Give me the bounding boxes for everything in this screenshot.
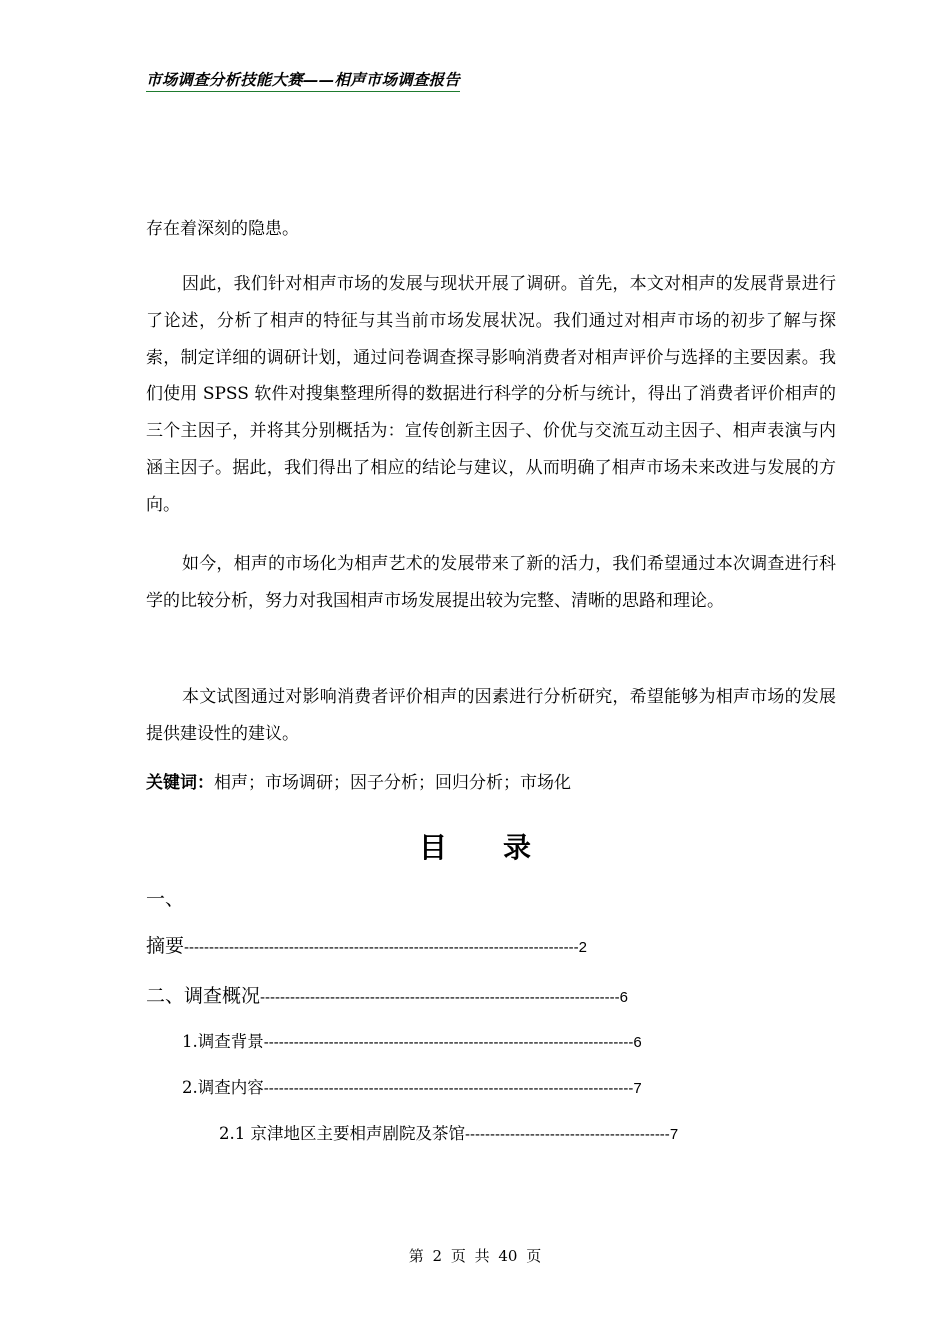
toc-leader: ------------------------------------------------------------------------ xyxy=(260,989,620,1006)
body-paragraph-2 xyxy=(146,266,836,524)
paragraph-1: 存在着深刻的隐患。 xyxy=(146,219,299,239)
toc-entry-survey-background[interactable] xyxy=(182,1028,777,1052)
toc-page-number: 6 xyxy=(619,989,629,1006)
toc-page-number: 7 xyxy=(633,1080,642,1097)
toc-entry-survey-overview[interactable] xyxy=(146,981,776,1008)
toc-prefix-1: 一、 xyxy=(146,888,185,910)
keywords-line xyxy=(146,768,571,798)
toc-leader: -------------------------------------------------------------------------- xyxy=(263,1034,634,1051)
running-header: 市场调查分析技能大赛——相声市场调查报告 xyxy=(146,68,460,92)
toc-entry-theaters[interactable] xyxy=(219,1120,779,1144)
toc-leader: ----------------------------------------- xyxy=(465,1126,670,1143)
toc-page-number: 7 xyxy=(669,1126,679,1143)
keywords-text: 相声；市场调研；因子分析；回归分析；市场化 xyxy=(214,773,571,793)
body-paragraph-continued xyxy=(146,211,836,248)
toc-entry-label: 2.1 京津地区主要相声剧院及茶馆 xyxy=(219,1124,465,1143)
body-paragraph-4 xyxy=(146,679,836,753)
toc-title: 目录 xyxy=(418,831,587,864)
page-footer: 第 2 页 共 40 页 xyxy=(408,1247,542,1265)
paragraph-3: 如今，相声的市场化为相声艺术的发展带来了新的活力，我们希望通过本次调查进行科学的比较分析，努力对我国相声市场发展提出较为完整、清晰的思路和理论。 xyxy=(146,554,836,611)
toc-leader: -------------------------------------------------------------------------- xyxy=(263,1080,634,1097)
toc-entry-abstract[interactable] xyxy=(146,931,726,958)
toc-entry-label: 摘要 xyxy=(146,935,185,957)
paragraph-4: 本文试图通过对影响消费者评价相声的因素进行分析研究，希望能够为相声市场的发展提供建设性的建议。 xyxy=(146,687,836,744)
toc-page-number: 6 xyxy=(633,1034,642,1051)
paragraph-2: 因此，我们针对相声市场的发展与现状开展了调研。首先，本文对相声的发展背景进行了论述，分析了相声的特征与其当前市场发展状况。我们通过对相声市场的初步了解与探索，制定详细的调研计划，通过问卷调查探寻影响消费者对相声评价与选择的主要因素。我们使用 SPSS 软件对搜集整理所得的数据进行科学的分析与统计，得出了消费者评价相声的三个主因子，并将其分别概括为：宣传创新主因子、价优与交流互动主因子、相声表演与内涵主因子。据此，我们得出了相应的结论与建议，从而明确了相声市场未来改进与发展的方向。 xyxy=(146,274,836,515)
keywords-label: 关键词： xyxy=(146,773,214,793)
toc-entry-label: 二、调查概况 xyxy=(146,985,261,1007)
toc-entry-survey-content[interactable] xyxy=(182,1074,777,1098)
toc-leader: ------------------------------------------------------------------------------- xyxy=(184,939,579,956)
body-paragraph-3 xyxy=(146,546,836,620)
toc-entry-label: 1.调查背景 xyxy=(182,1032,264,1051)
toc-page-number: 2 xyxy=(578,939,587,956)
toc-entry-label: 2.调查内容 xyxy=(182,1078,264,1097)
